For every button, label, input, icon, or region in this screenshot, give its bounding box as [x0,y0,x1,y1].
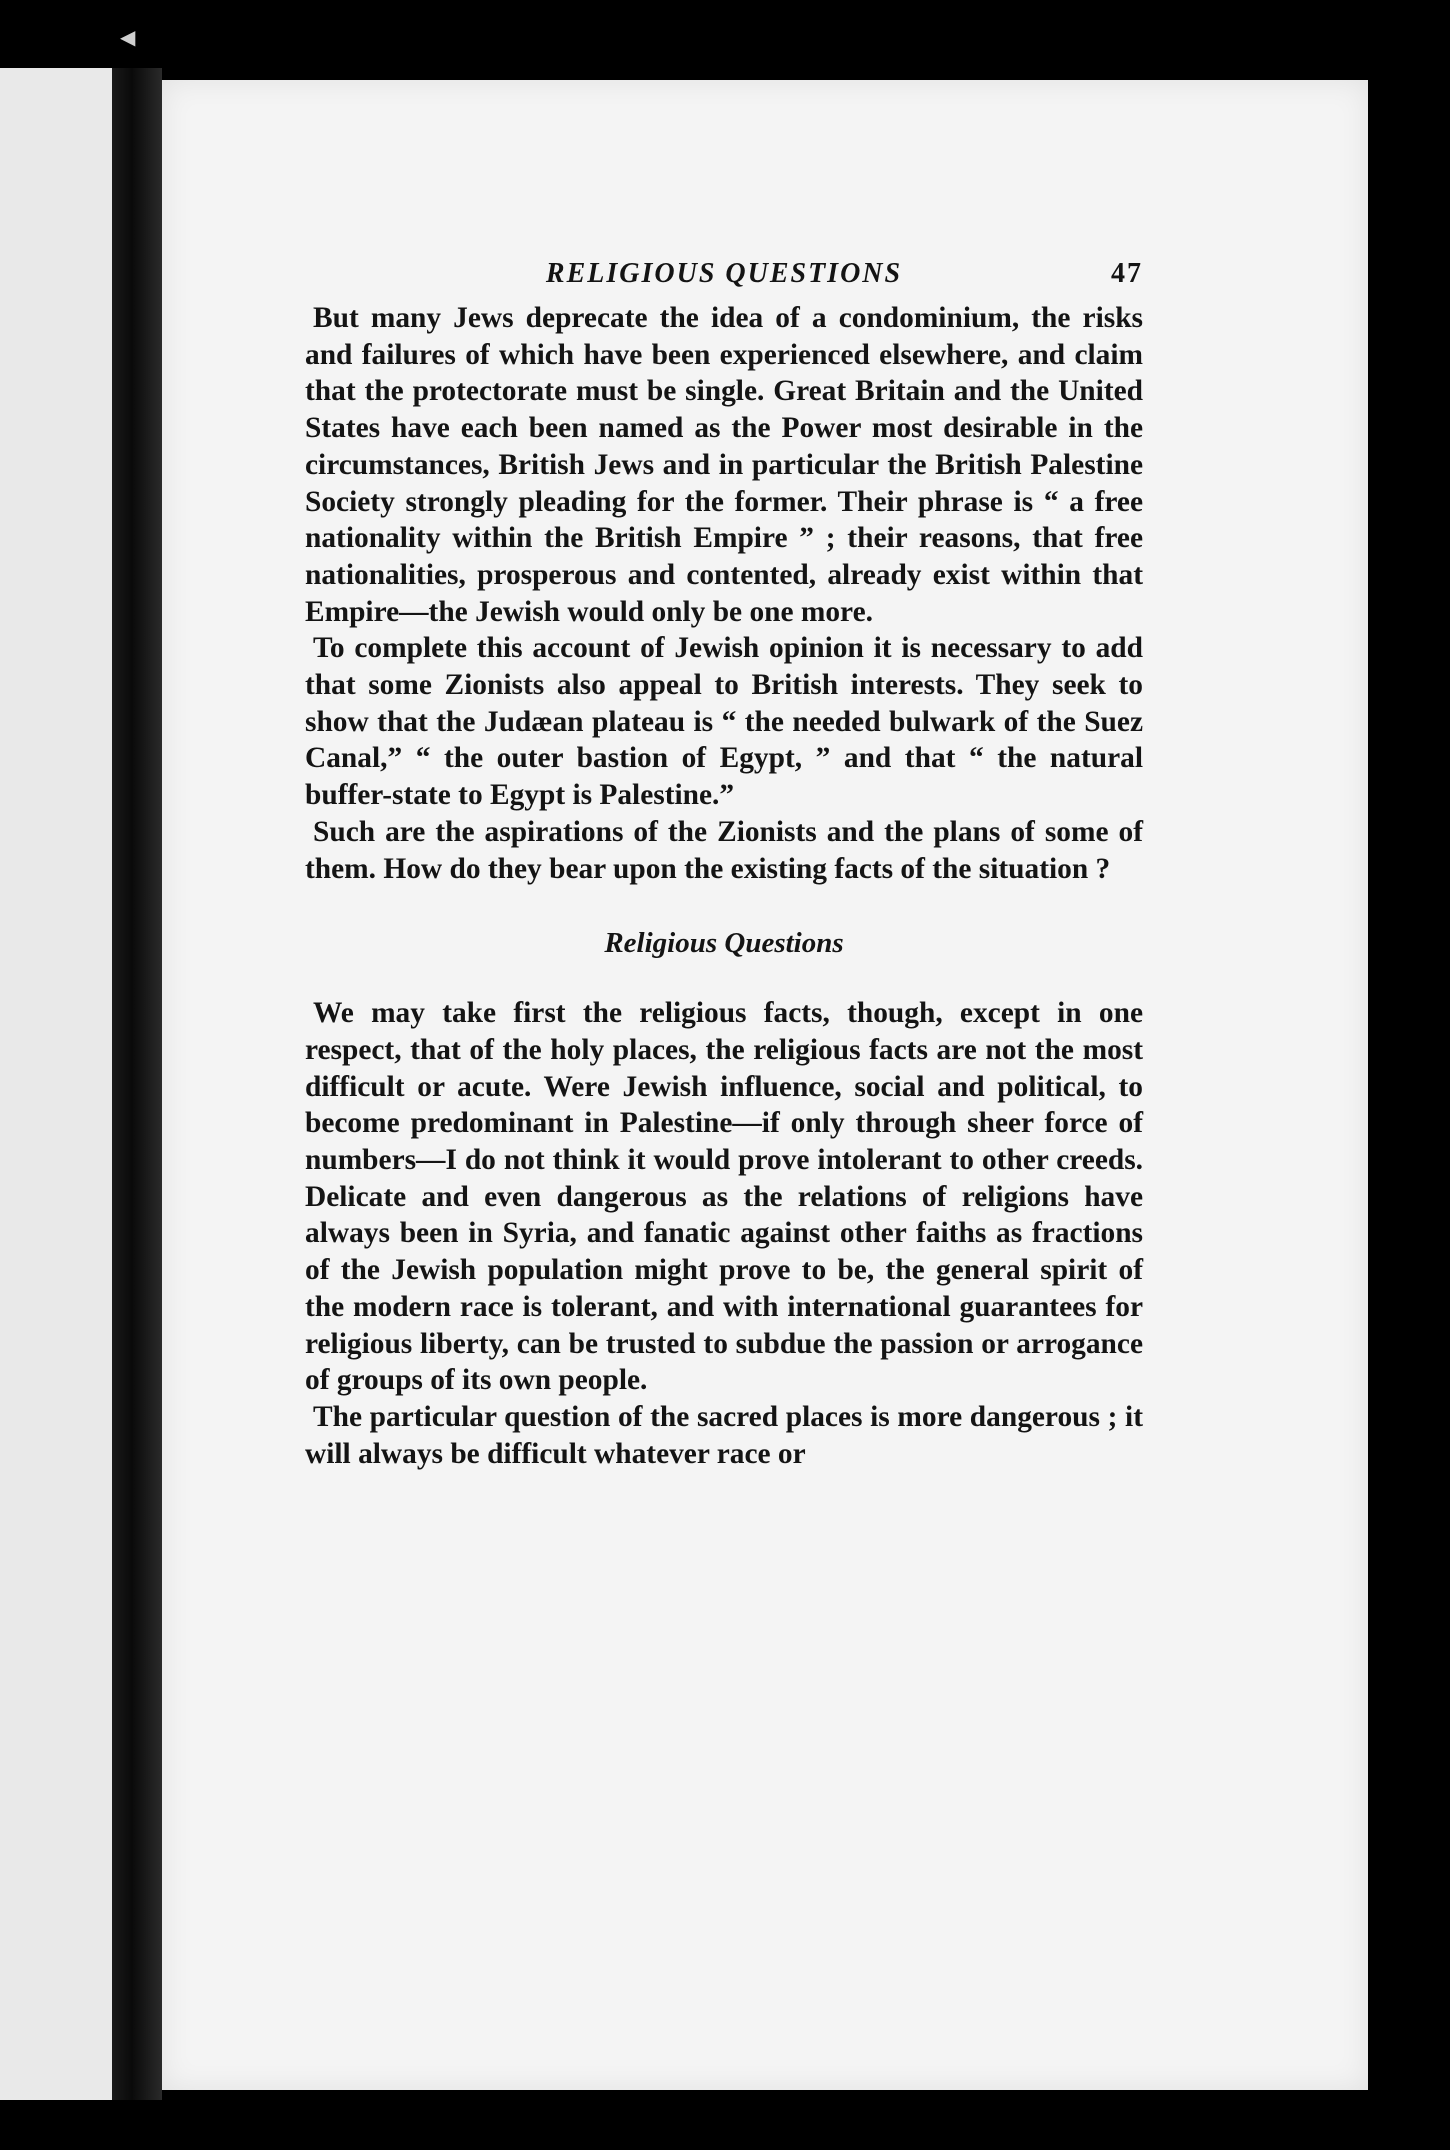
page-number: 47 [1111,258,1143,289]
running-head [305,258,1143,300]
paragraph: The particular question of the sacred places is more dangerous ; it will always be difficult whatever race or [305,1400,1143,1470]
section-heading: Religious Questions [604,927,844,960]
scan-corner-mark-icon: ◀ [120,25,136,49]
paragraph: We may take first the religious facts, though, except in one respect, that of the holy places, the religious facts are not the most difficult or acute. Were Jewish influence, social and political, to become predominant in Palestine—if only through sheer force of numbers—I do not think it would prove intolerant to other creeds. Delicate and even dangerous as the relations of religions have always been in Syria, and fanatic against other faiths as fractions of the Jewish population might prove to be, the general spirit of the modern race is tolerant, and with international guarantees for religious liberty, can be trusted to subdue the passion or arrogance of groups of its own people. [305,997,1143,1397]
paragraph: Such are the aspirations of the Zionists and the plans of some of them. How do they bear upon the existing facts of the situation ? [305,815,1143,885]
paragraph: But many Jews deprecate the idea of a condominium, the risks and failures of which have been experienced elsewhere, and claim that the protectorate must be single. Great Britain and the United States have each been named as the Power most desirable in the circumstances, British Jews and in particular the British Palestine Society strongly pleading for the former. Their phrase is “ a free nationality within the British Empire ” ; their reasons, that free nationalities, prosperous and contented, already exist within that Empire—the Jewish would only be one more. [305,302,1143,628]
page-text [305,258,1143,1472]
book-spine-shadow [112,68,162,2100]
running-title: RELIGIOUS QUESTIONS [545,258,903,289]
left-page-edge [0,68,112,2100]
paragraph: To complete this account of Jewish opinion it is necessary to add that some Zionists also appeal to British interests. They seek to show that the Judæan plateau is “ the needed bulwark of the Suez Canal,” “ the outer bastion of Egypt, ” and that “ the natural buffer-state to Egypt is Palestine.” [305,632,1143,812]
